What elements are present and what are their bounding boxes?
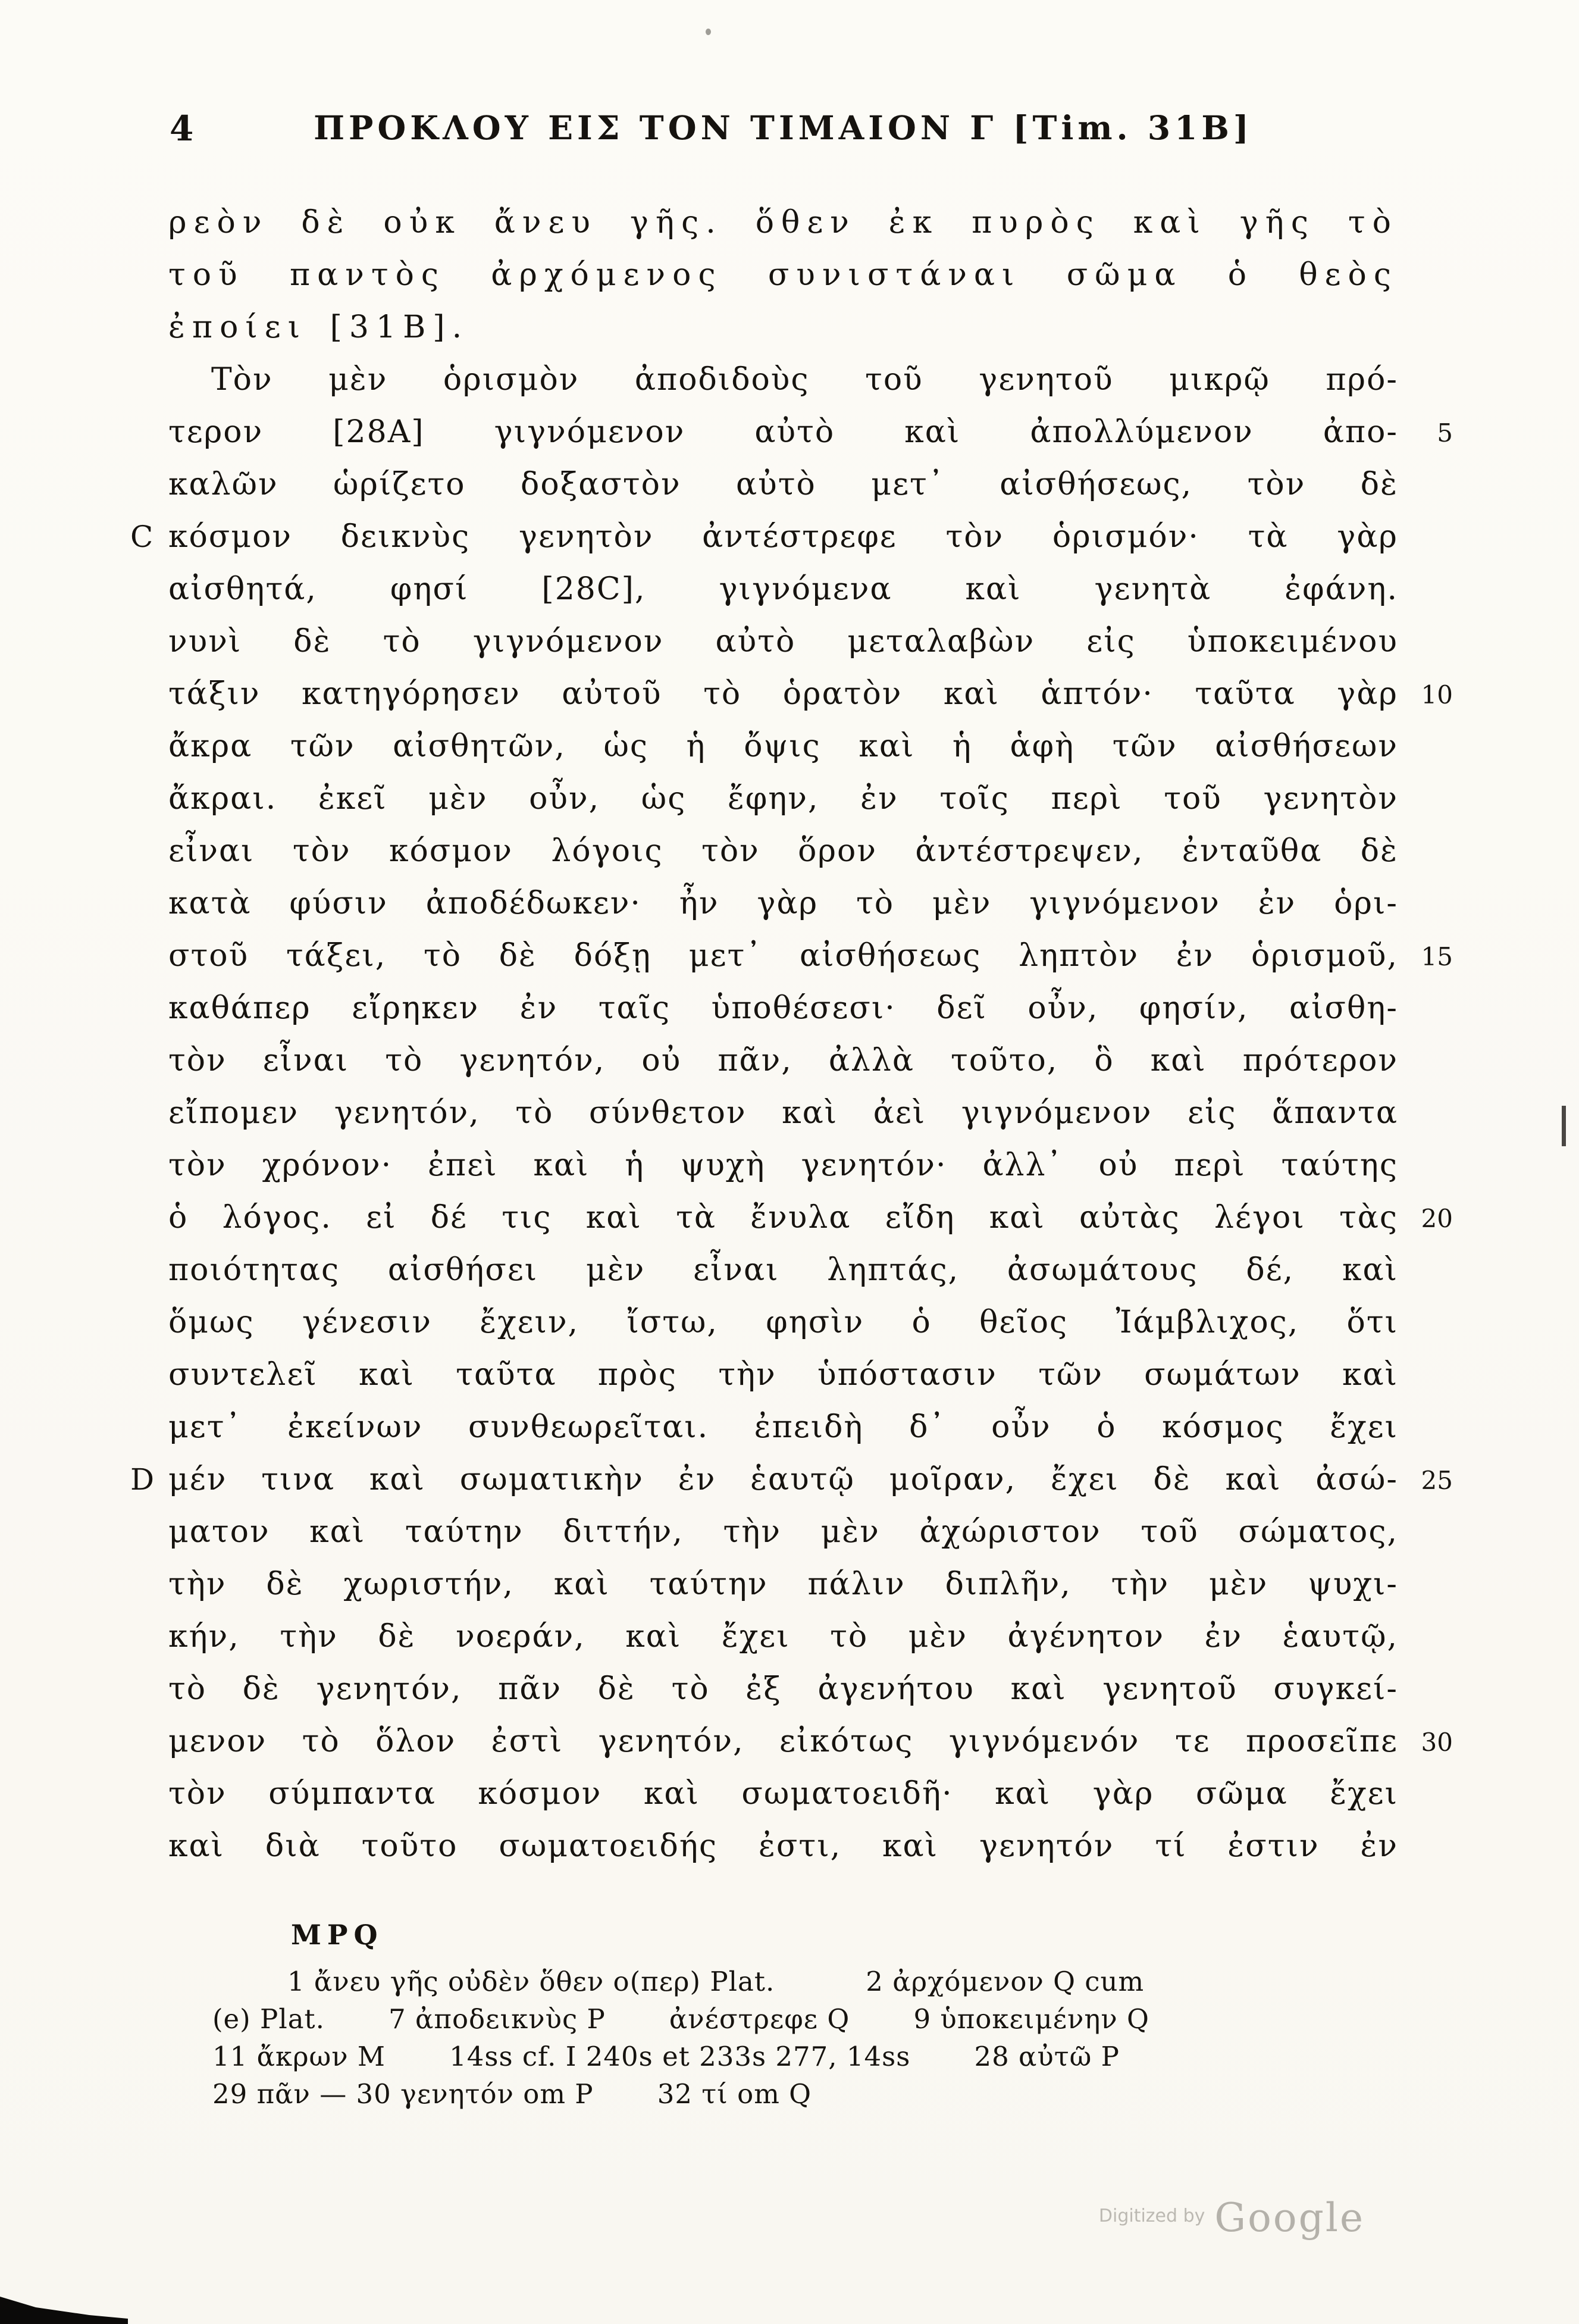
text-line: [168, 615, 1398, 668]
greek-text: νυνὶ δὲ τὸ γιγνόμενον αὐτὸ μεταλαβὼν εἰς ὑποκειμένου: [168, 624, 1398, 659]
text-line: [168, 1191, 1453, 1244]
greek-text: εἶναι τὸν κόσμον λόγοις τὸν ὅρον ἀντέστρεψεν, ἐνταῦθα δὲ: [168, 833, 1398, 869]
page-number: 4: [170, 108, 194, 149]
text-line: [168, 825, 1398, 877]
manuscript-sigla: MPQ: [291, 1919, 384, 1951]
body-text: [130, 196, 1453, 1872]
greek-text: ρεὸν δὲ οὐκ ἄνευ γῆς. ὅθεν ἐκ πυρὸς καὶ γῆς τὸ: [168, 205, 1398, 240]
greek-text: εἴπομεν γενητόν, τὸ σύνθετον καὶ ἀεὶ γιγνόμενον εἰς ἅπαντα: [168, 1095, 1398, 1131]
line-number: 10: [1421, 680, 1453, 709]
greek-text: τὸν χρόνον· ἐπεὶ καὶ ἡ ψυχὴ γενητόν· ἀλλ᾽ οὐ περὶ ταύτης: [168, 1147, 1398, 1183]
text-line: [168, 1034, 1398, 1087]
line-number: 5: [1437, 418, 1453, 448]
text-line: [168, 877, 1398, 930]
greek-text: Τὸν μὲν ὁρισμὸν ἀποδιδοὺς τοῦ γενητοῦ μικρῷ πρό-: [211, 362, 1398, 398]
google-watermark: [1099, 2195, 1365, 2241]
greek-text: ἄκραι. ἐκεῖ μὲν οὖν, ὡς ἔφην, ἐν τοῖς περὶ τοῦ γενητὸν: [168, 781, 1398, 817]
text-line: [168, 196, 1398, 249]
greek-text: ματον καὶ ταύτην διττήν, τὴν μὲν ἀχώριστον τοῦ σώματος,: [168, 1514, 1398, 1550]
text-line: [168, 1610, 1398, 1663]
text-line: [130, 1453, 1453, 1506]
text-line: [168, 930, 1453, 982]
greek-text: καθάπερ εἴρηκεν ἐν ταῖς ὑποθέσεσι· δεῖ οὖν, φησίν, αἰσθη-: [168, 990, 1398, 1026]
greek-text: ποιότητας αἰσθήσει μὲν εἶναι ληπτάς, ἀσωμάτους δέ, καὶ: [168, 1252, 1398, 1288]
text-line: [168, 301, 1398, 354]
text-line: [168, 458, 1398, 511]
greek-text: τὸν εἶναι τὸ γενητόν, οὐ πᾶν, ἀλλὰ τοῦτο, ὃ καὶ πρότερον: [168, 1043, 1398, 1078]
text-line: [168, 1663, 1398, 1715]
text-line: [130, 511, 1398, 563]
text-line: [168, 720, 1398, 772]
critical-apparatus: [212, 1919, 1426, 2113]
greek-text: τὸ δὲ γενητόν, πᾶν δὲ τὸ ἐξ ἀγενήτου καὶ γενητοῦ συγκεί-: [168, 1671, 1398, 1707]
line-number: 30: [1421, 1728, 1453, 1757]
greek-text: ὁ λόγος. εἰ δέ τις καὶ τὰ ἔνυλα εἴδη καὶ αὐτὰς λέγοι τὰς: [168, 1200, 1398, 1235]
line-number: 20: [1421, 1204, 1453, 1233]
page-header: [168, 106, 1398, 154]
greek-text: συντελεῖ καὶ ταῦτα πρὸς τὴν ὑπόστασιν τῶν σωμάτων καὶ: [168, 1357, 1398, 1393]
greek-text: τὸν σύμπαντα κόσμον καὶ σωματοειδῆ· καὶ γὰρ σῶμα ἔχει: [168, 1776, 1398, 1812]
text-line: [168, 1296, 1398, 1349]
greek-text: αἰσθητά, φησί [28C], γιγνόμενα καὶ γενητὰ ἐφάνη.: [168, 571, 1398, 607]
text-line: [168, 1087, 1398, 1139]
greek-text: κήν, τὴν δὲ νοεράν, καὶ ἔχει τὸ μὲν ἀγένητον ἐν ἑαυτῷ,: [168, 1619, 1398, 1654]
text-line: [168, 249, 1398, 301]
greek-text: τὴν δὲ χωριστήν, καὶ ταύτην πάλιν διπλῆν, τὴν μὲν ψυχι-: [168, 1566, 1398, 1602]
greek-text: μετ᾽ ἐκείνων συνθεωρεῖται. ἐπειδὴ δ᾽ οὖν ὁ κόσμος ἔχει: [168, 1409, 1398, 1445]
text-line: [168, 1401, 1398, 1453]
greek-text: καλῶν ὡρίζετο δοξαστὸν αὐτὸ μετ᾽ αἰσθήσεως, τὸν δὲ: [168, 467, 1398, 502]
apparatus-line: 29 πᾶν — 30 γενητόν om P 32 τί om Q: [212, 2078, 812, 2110]
text-line: [168, 1558, 1398, 1610]
apparatus-line: (e) Plat. 7 ἀποδεικνὺς P ἀνέστρεφε Q 9 ὑποκειμένην Q: [212, 2003, 1149, 2035]
text-line: [168, 982, 1398, 1034]
text-line: [168, 1349, 1398, 1401]
text-line: [168, 668, 1453, 720]
margin-section-letter: C: [130, 520, 153, 554]
greek-text: καὶ διὰ τοῦτο σωματοειδής ἐστι, καὶ γενητόν τί ἐστιν ἐν: [168, 1828, 1398, 1864]
google-logo: Google: [1214, 2195, 1365, 2241]
line-number: 15: [1421, 942, 1453, 971]
scan-artifact-corner: [0, 2288, 128, 2324]
scan-edge-mark: [1562, 1106, 1566, 1146]
text-line: [168, 1768, 1398, 1820]
greek-text: μενον τὸ ὅλον ἐστὶ γενητόν, εἰκότως γιγνόμενόν τε προσεῖπε: [168, 1724, 1398, 1759]
greek-text: κατὰ φύσιν ἀποδέδωκεν· ἦν γὰρ τὸ μὲν γιγνόμενον ἐν ὁρι-: [168, 886, 1398, 921]
text-line: [168, 406, 1453, 458]
greek-text: τοῦ παντὸς ἀρχόμενος συνιστάναι σῶμα ὁ θεὸς: [168, 257, 1398, 293]
greek-text: ἐποίει [31B].: [168, 309, 469, 345]
greek-text: ὅμως γένεσιν ἔχειν, ἴστω, φησὶν ὁ θεῖος Ἰάμβλιχος, ὅτι: [168, 1305, 1398, 1340]
digitized-by-label: Digitized by: [1098, 2206, 1205, 2226]
greek-text: κόσμον δεικνὺς γενητὸν ἀντέστρεφε τὸν ὁρισμόν· τὰ γὰρ: [168, 519, 1398, 555]
scan-speck: [706, 29, 711, 35]
greek-text: μέν τινα καὶ σωματικὴν ἐν ἑαυτῷ μοῖραν, ἔχει δὲ καὶ ἀσώ-: [168, 1462, 1398, 1497]
text-line: [168, 1715, 1453, 1768]
text-line: [168, 563, 1398, 615]
apparatus-line: 1 ἄνευ γῆς οὐδὲν ὅθεν ο(περ) Plat. 2 ἀρχόμενον Q cum: [287, 1966, 1145, 1997]
line-number: 25: [1421, 1466, 1453, 1495]
running-title: ΠΡΟΚΛΟΥ ΕΙΣ ΤΟΝ ΤΙΜΑΙΟΝ Γ [Tim. 31B]: [314, 108, 1253, 147]
apparatus-lines: [212, 1963, 1426, 2113]
greek-text: στοῦ τάξει, τὸ δὲ δόξῃ μετ᾽ αἰσθήσεως ληπτὸν ἐν ὁρισμοῦ,: [168, 938, 1398, 974]
greek-text: τάξιν κατηγόρησεν αὐτοῦ τὸ ὁρατὸν καὶ ἁπτόν· ταῦτα γὰρ: [168, 676, 1398, 712]
text-line: [168, 772, 1398, 825]
greek-text: ἄκρα τῶν αἰσθητῶν, ὡς ἡ ὄψις καὶ ἡ ἁφὴ τῶν αἰσθήσεων: [168, 728, 1398, 764]
text-line: [168, 1506, 1398, 1558]
text-line: [168, 1139, 1398, 1191]
greek-text: τερον [28A] γιγνόμενον αὐτὸ καὶ ἀπολλύμενον ἀπο-: [168, 414, 1398, 450]
apparatus-line: 11 ἄκρων M 14ss cf. I 240s et 233s 277, 14ss 28 αὐτῶ P: [212, 2041, 1120, 2072]
text-line: [168, 1820, 1398, 1872]
margin-section-letter: D: [130, 1462, 155, 1497]
text-line: [168, 1244, 1398, 1296]
text-line: [168, 354, 1398, 406]
